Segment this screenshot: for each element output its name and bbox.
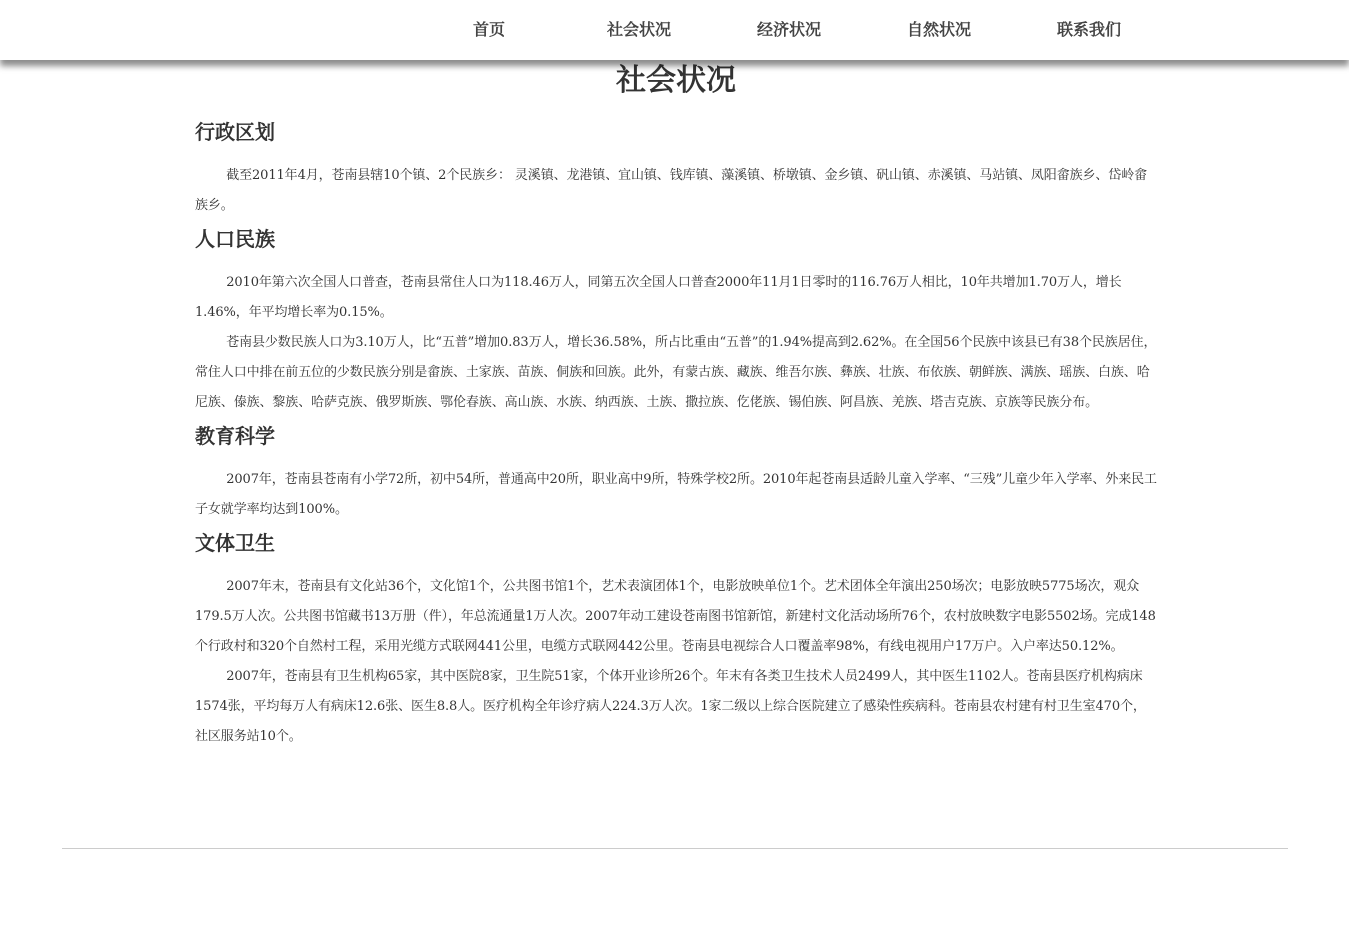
nav-item-contact[interactable]: 联系我们 bbox=[1056, 20, 1121, 39]
section-paragraph: 2007年末，苍南县有文化站36个，文化馆1个，公共图书馆1个，艺术表演团体1个，电影放映单位1个。艺术团体全年演出250场次；电影放映5775场次，观众179.5万人次。公共图书馆藏书13万册（件），年总流通量1万人次。2007年动工建设苍南图书馆新馆，新建村文化活动场所76个，农村放映数字电影5502场。完成148个行政村和320个自然村工程，采用光缆方式联网441公里，电缆方式联网442公里。苍南县电视综合人口覆盖率98%，有线电视用户17万户。入户率达50.12%。 bbox=[195, 579, 1156, 654]
nav-item-nature[interactable]: 自然状况 bbox=[906, 20, 971, 39]
footer-divider bbox=[62, 848, 1288, 849]
section-title: 文体卫生 bbox=[195, 531, 275, 555]
section-title: 教育科学 bbox=[195, 424, 275, 448]
main-content bbox=[195, 60, 1157, 752]
section-paragraph: 2007年，苍南县有卫生机构65家，其中医院8家，卫生院51家，个体开业诊所26个。年末有各类卫生技术人员2499人，其中医生1102人。苍南县医疗机构病床1574张，平均每万人有病床12.6张、医生8.8人。医疗机构全年诊疗病人224.3万人次。1家二级以上综合医院建立了感染性疾病科。苍南县农村建有村卫生室470个，社区服务站10个。 bbox=[195, 669, 1146, 744]
section-population-ethnicity bbox=[195, 224, 1157, 418]
nav-item-home[interactable]: 首页 bbox=[472, 20, 505, 39]
section-paragraph: 苍南县少数民族人口为3.10万人，比“五普”增加0.83万人，增长36.58%，所占比重由“五普”的1.94%提高到2.62%。在全国56个民族中该县已有38个民族居住，常住人口中排在前五位的少数民族分别是畲族、土家族、苗族、侗族和回族。此外，有蒙古族、藏族、维吾尔族、彝族、壮族、布依族、朝鲜族、满族、瑶族、白族、哈尼族、傣族、黎族、哈萨克族、俄罗斯族、鄂伦春族、高山族、水族、纳西族、土族、撒拉族、仡佬族、锡伯族、阿昌族、羌族、塔吉克族、京族等民族分布。 bbox=[195, 335, 1157, 410]
section-paragraph: 2007年，苍南县苍南有小学72所，初中54所，普通高中20所，职业高中9所，特殊学校2所。2010年起苍南县适龄儿童入学率、“三残”儿童少年入学率、外来民工子女就学率均达到100%。 bbox=[195, 472, 1157, 517]
nav-item-society[interactable]: 社会状况 bbox=[606, 20, 671, 39]
section-culture-health bbox=[195, 528, 1157, 752]
section-title: 人口民族 bbox=[195, 227, 275, 251]
section-title: 行政区划 bbox=[195, 120, 275, 144]
section-administrative-division bbox=[195, 117, 1157, 221]
section-education-science bbox=[195, 421, 1157, 525]
section-paragraph: 2010年第六次全国人口普查，苍南县常住人口为118.46万人，同第五次全国人口普查2000年11月1日零时的116.76万人相比，10年共增加1.70万人，增长1.46%，年平均增长率为0.15%。 bbox=[195, 275, 1122, 320]
nav-menu bbox=[414, 0, 1164, 60]
page-title: 社会状况 bbox=[616, 63, 736, 98]
top-navigation-bar bbox=[0, 0, 1349, 60]
nav-item-economy[interactable]: 经济状况 bbox=[756, 20, 821, 39]
section-paragraph: 截至2011年4月，苍南县辖10个镇、2个民族乡： 灵溪镇、龙港镇、宜山镇、钱库镇、藻溪镇、桥墩镇、金乡镇、矾山镇、赤溪镇、马站镇、凤阳畲族乡、岱岭畲族乡。 bbox=[195, 168, 1147, 213]
